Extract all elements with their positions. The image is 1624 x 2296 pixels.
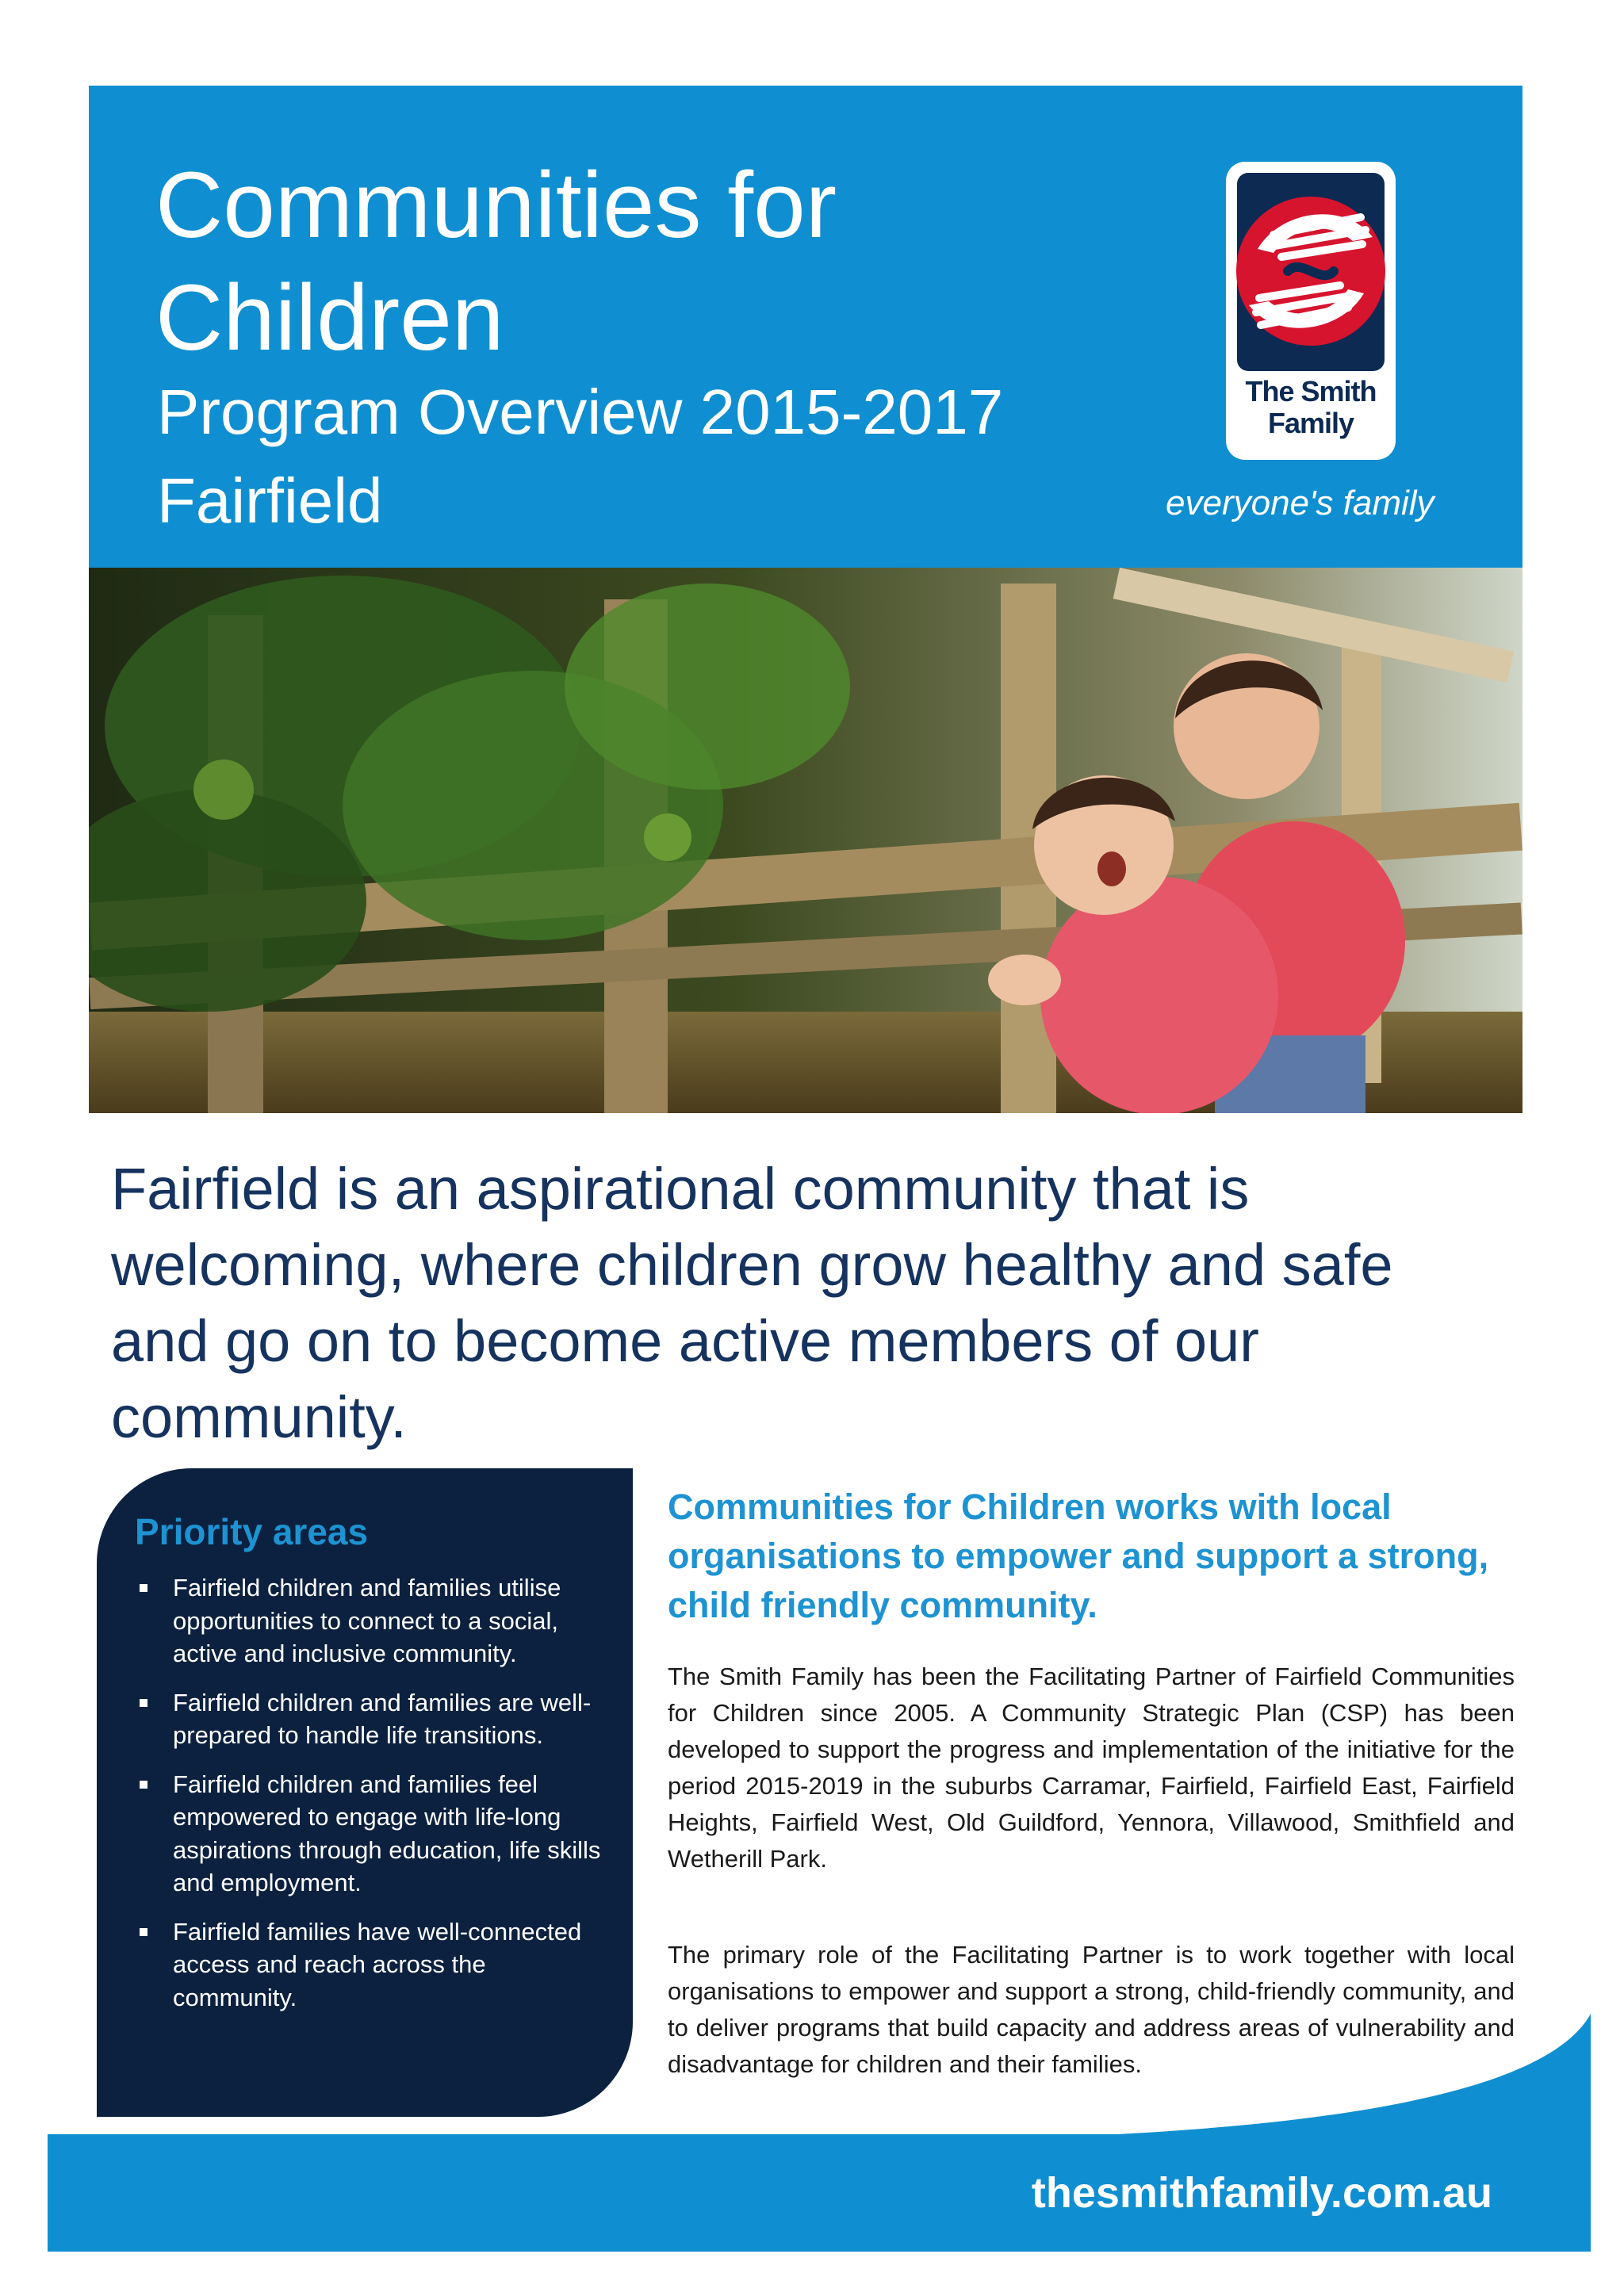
page-subtitle: Program Overview 2015-2017 [157,377,1004,447]
intro-statement: Fairfield is an aspirational community that is welcoming, where children grow healthy and safe and go on to become active members of our community. [111,1156,1393,1450]
logo-tagline: everyone's family [1166,484,1434,522]
body-paragraph-1: The Smith Family has been the Facilitating Partner of Fairfield Communities for Children since 2005. A Community Strategic Plan (CSP) has been developed to support the progress and implementation of the initiative for the period 2015-2019 in the suburbs Carramar, Fairfield, Fairfield East, Fairfield Heights, Fairfield West, Old Guildford, Yennora, Villawood, Smithfield and Wetherill Park. [668,1663,1515,1873]
body-paragraph-2: The primary role of the Facilitating Partner is to work together with local organisations to empower and support a strong, child-friendly community, and to deliver programs that build capacity and address areas of vulnerability and disadvantage for children and their families. [668,1941,1515,2078]
location-label: Fairfield [157,465,383,536]
priority-item: Fairfield children and families are well-prepared to handle life transitions. [135,1686,611,1752]
footer-curve-shape [48,2014,1591,2141]
logo-name: The Smith Family [1245,375,1377,439]
photo-illustration [89,568,1522,1113]
priority-heading: Priority areas [135,1511,369,1552]
page-title: Communities for Children [155,153,837,370]
priority-item: Fairfield children and families utilise opportunities to connect to a social, active and inclusive community. [135,1571,611,1670]
website-link[interactable]: thesmithfamily.com.au [1031,2169,1492,2217]
priority-item: Fairfield children and families feel empowered to engage with life-long aspirations through education, life skills and employment. [135,1768,611,1900]
priority-list [135,1571,611,2030]
section-heading: Communities for Children works with local organisations to empower and support a strong, child friendly community. [668,1487,1489,1625]
footer-bar [48,2134,1591,2252]
smith-family-logo[interactable] [1226,162,1396,460]
priority-item: Fairfield families have well-connected access and reach across the community. [135,1915,611,2015]
children-playing-photo [89,568,1522,1113]
